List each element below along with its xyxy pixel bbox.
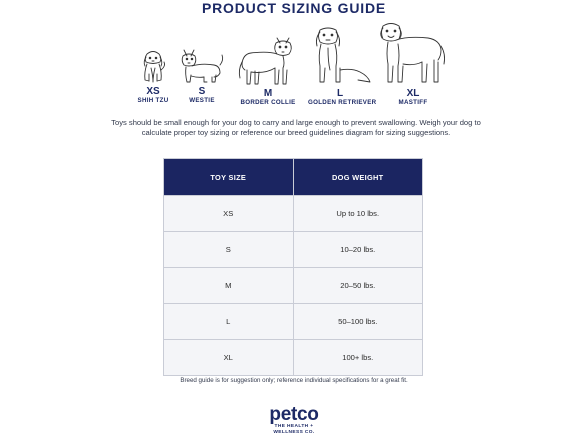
header-dog-weight: DOG WEIGHT — [293, 159, 423, 196]
breed-l — [308, 26, 377, 107]
table-row — [164, 196, 423, 232]
breed-xl — [378, 20, 448, 107]
breed-name: WESTIE — [189, 97, 215, 104]
breed-m — [236, 34, 300, 107]
logo-tagline-1: THE HEALTH + — [274, 424, 314, 429]
dog-weight-cell: Up to 10 lbs. — [293, 196, 423, 232]
breed-guide — [0, 20, 588, 112]
golden-retriever-icon — [308, 26, 372, 88]
breed-name: BORDER COLLIE — [240, 99, 296, 106]
logo-brand: petco — [269, 404, 319, 425]
table-row — [164, 232, 423, 268]
dog-weight-cell: 100+ lbs. — [293, 340, 423, 376]
toy-size-cell: XL — [164, 340, 294, 376]
border-collie-icon — [237, 34, 299, 88]
table-row — [164, 268, 423, 304]
sizing-table — [163, 158, 423, 376]
shih-tzu-icon — [139, 48, 167, 86]
mastiff-icon — [378, 20, 448, 88]
breed-s — [176, 46, 228, 105]
dog-weight-cell: 20–50 lbs. — [293, 268, 423, 304]
toy-size-cell: XS — [164, 196, 294, 232]
table-header-row — [164, 159, 423, 196]
breed-size: M — [263, 88, 273, 99]
sizing-description: Toys should be small enough for your dog to carry and large enough to prevent swallowing. Weigh your dog to calculate proper toy sizing or reference our breed guidelines diagram for sizing suggestions. — [111, 118, 481, 137]
breed-size: L — [336, 88, 344, 99]
dog-weight-cell: 50–100 lbs. — [293, 304, 423, 340]
breed-size: S — [198, 86, 206, 97]
logo-tagline-2: WELLNESS CO. — [273, 429, 315, 435]
toy-size-cell: L — [164, 304, 294, 340]
breed-size: XL — [406, 88, 420, 99]
footnote: Breed guide is for suggestion only; reference individual specifications for a great fit. — [180, 377, 408, 384]
breed-xs — [131, 48, 175, 105]
table-row — [164, 340, 423, 376]
page-title: PRODUCT SIZING GUIDE — [201, 0, 386, 16]
header-toy-size: TOY SIZE — [164, 159, 294, 196]
breed-name: MASTIFF — [398, 99, 428, 106]
breed-name: SHIH TZU — [137, 97, 169, 104]
breed-name: GOLDEN RETRIEVER — [308, 99, 377, 106]
toy-size-cell: S — [164, 232, 294, 268]
dog-weight-cell: 10–20 lbs. — [293, 232, 423, 268]
petco-logo — [258, 406, 330, 435]
westie-icon — [178, 46, 226, 86]
toy-size-cell: M — [164, 268, 294, 304]
breed-size: XS — [146, 86, 160, 97]
table-row — [164, 304, 423, 340]
